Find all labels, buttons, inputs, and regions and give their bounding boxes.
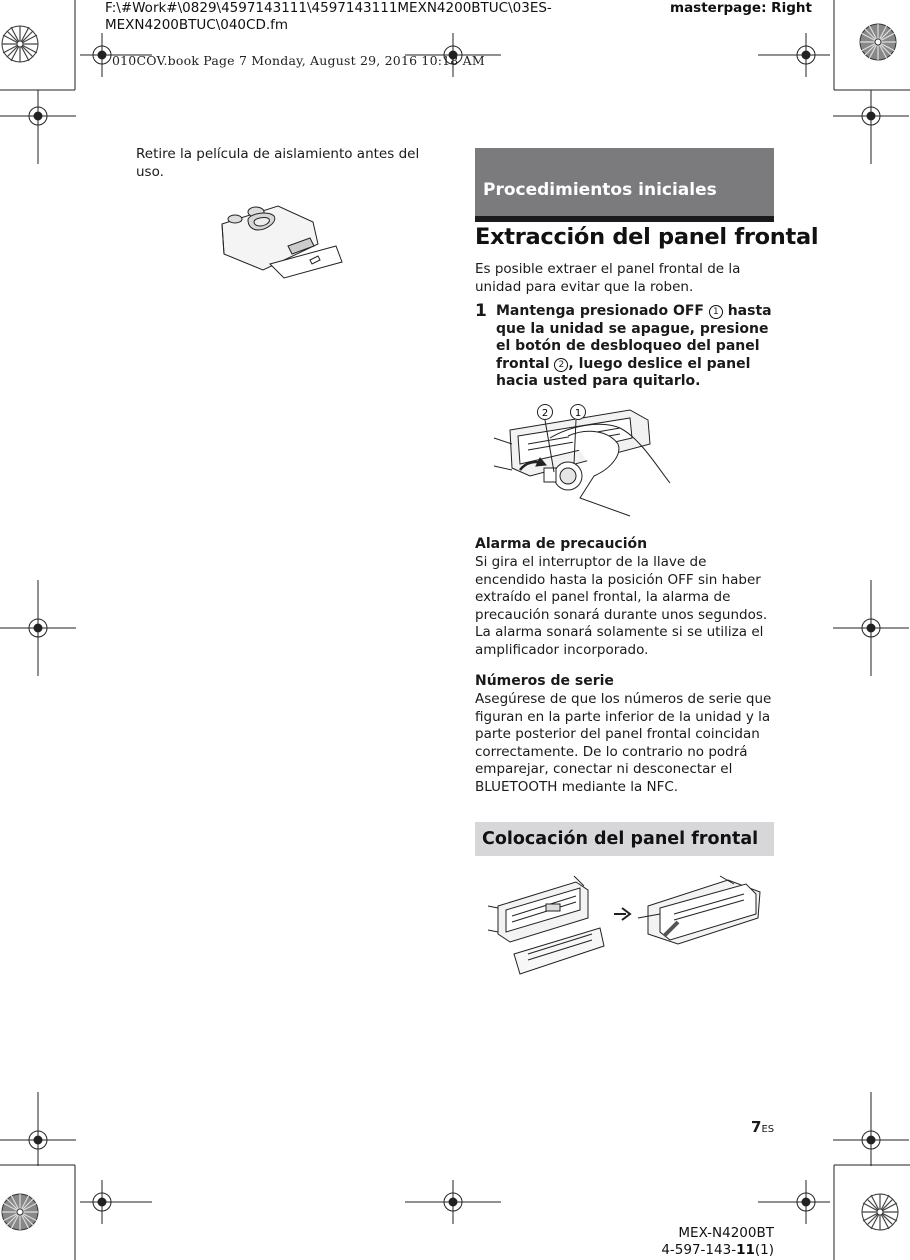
serial-title: Números de serie — [475, 673, 614, 689]
svg-text:1: 1 — [574, 408, 582, 419]
callout-2-label — [538, 405, 553, 420]
callout-1-marker: 1 — [709, 305, 723, 319]
page-number: 7ES — [751, 1118, 775, 1136]
model-number: MEX-N4200BT — [678, 1225, 774, 1241]
masterpage-label: masterpage: Right — [670, 0, 812, 16]
file-path: F:\#Work#\0829\4597143111\4597143111MEXN4200BTUC\03ES-MEXN4200BTUC\040CD.fm — [105, 0, 552, 33]
section-header-initial — [475, 148, 774, 222]
alarm-title: Alarma de precaución — [475, 536, 648, 552]
section-rule — [475, 216, 774, 222]
panel-attach-illustration — [488, 870, 778, 980]
step-1-instruction: Mantenga presionado OFF 1 hasta que la unidad se apague, presione el botón de desbloqueo del panel frontal 2 , luego deslice el panel hacia usted para quitarlo. — [496, 303, 772, 389]
callout-1-label — [571, 405, 586, 420]
remote-control-illustration — [218, 202, 358, 282]
alarm-text: Si gira el interruptor de la llave de encendido hasta la posición OFF sin haber extraído el panel frontal, la alarma de precaución sonará durante unos segundos. La alarma sonará solamente si se utiliza el amplificador incorporado. — [475, 554, 768, 658]
intro-paragraph: Es posible extraer el panel frontal de la unidad para evitar que la roben. — [475, 261, 741, 295]
step-number: 1 — [475, 301, 487, 321]
serial-text: Asegúrese de que los números de serie que figuran en la parte inferior de la unidad y la parte posterior del panel frontal coincidan correctamente. De lo contrario no podrá emparejar, conectar ni desconectar el BLUETOOTH mediante la NFC. — [475, 691, 772, 795]
callout-2-marker: 2 — [554, 358, 568, 372]
page-heading: Extracción del panel frontal — [475, 224, 819, 250]
svg-text:2: 2 — [541, 408, 549, 419]
model-info — [640, 1225, 774, 1259]
part-number: 4-597-143-11(1) — [661, 1242, 774, 1258]
section-title-attach: Colocación del panel frontal — [475, 822, 774, 856]
book-info: 010COV.book Page 7 Monday, August 29, 2016 10:18 AM — [112, 53, 485, 68]
section-title: Procedimientos iniciales — [475, 148, 774, 216]
insulation-note: Retire la película de aislamiento antes del uso. — [136, 146, 420, 180]
panel-removal-illustration — [490, 398, 670, 518]
